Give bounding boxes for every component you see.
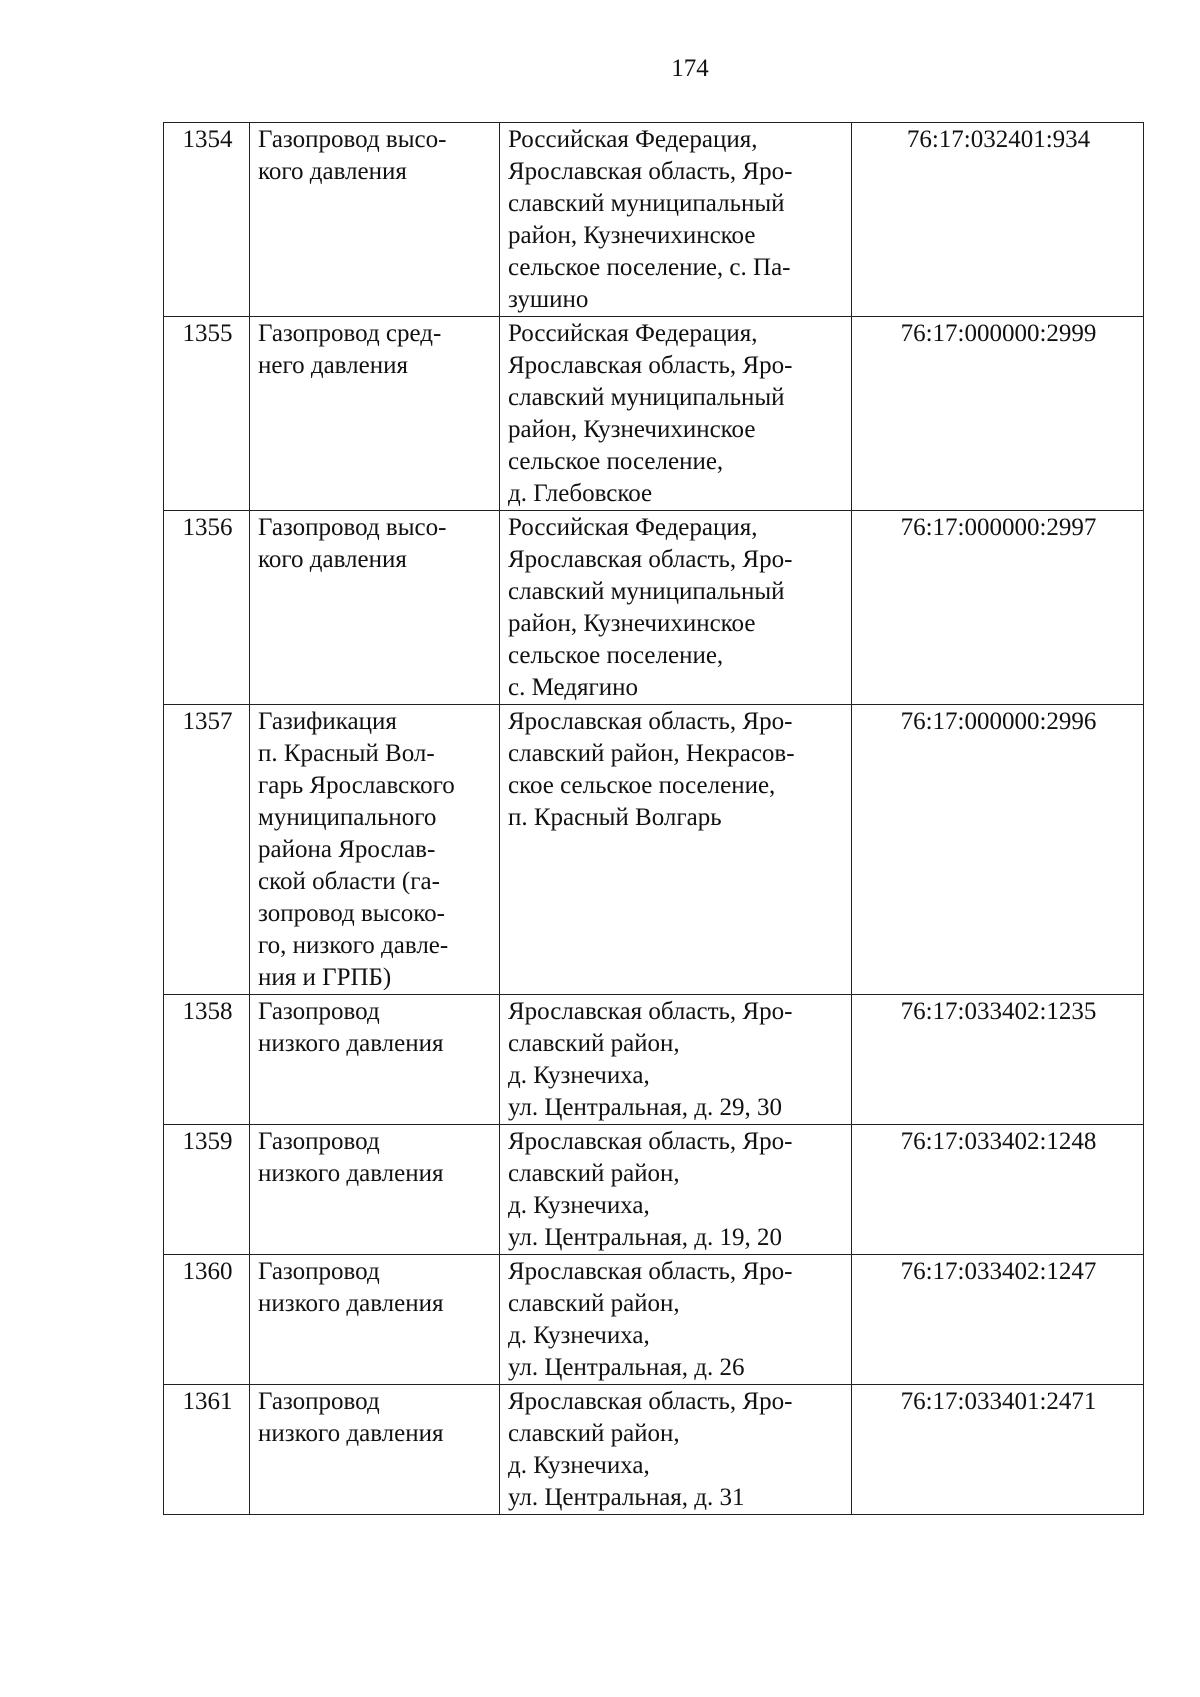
cadastral-number-cell: 76:17:000000:2999	[852, 317, 1144, 511]
address-cell	[500, 995, 852, 1125]
address-line: д. Глебовское	[508, 480, 653, 507]
address-line: Ярославская область, Яро-	[508, 1128, 793, 1155]
row-number-cell: 1358	[164, 995, 250, 1125]
object-name-line: зопровод высоко-	[258, 900, 445, 927]
cadastral-number-cell: 76:17:033402:1248	[852, 1125, 1144, 1255]
object-name-line: низкого давления	[258, 1160, 444, 1187]
row-number-cell: 1356	[164, 511, 250, 705]
address-line: район, Кузнечихинское	[508, 610, 756, 637]
object-name-cell	[250, 123, 500, 317]
address-cell	[500, 1125, 852, 1255]
address-cell	[500, 511, 852, 705]
object-name-line: Газопровод высо-	[258, 126, 447, 153]
registry-table-body	[164, 123, 1144, 1515]
object-name-line: него давления	[258, 352, 408, 379]
row-number-cell: 1360	[164, 1255, 250, 1385]
object-name-line: гарь Ярославского	[258, 772, 455, 799]
object-name-cell	[250, 705, 500, 995]
address-line: славский район,	[508, 1290, 680, 1317]
object-name-line: кого давления	[258, 158, 407, 185]
address-line: Ярославская область, Яро-	[508, 158, 793, 185]
address-line: Ярославская область, Яро-	[508, 708, 793, 735]
address-line: сельское поселение,	[508, 642, 724, 669]
address-line: д. Кузнечиха,	[508, 1322, 650, 1349]
address-line: д. Кузнечиха,	[508, 1452, 650, 1479]
address-line: славский район, Некрасов-	[508, 740, 795, 767]
address-line: с. Медягино	[508, 674, 638, 701]
row-number-cell: 1359	[164, 1125, 250, 1255]
address-line: ул. Центральная, д. 29, 30	[508, 1094, 783, 1121]
address-line: Ярославская область, Яро-	[508, 1258, 793, 1285]
address-line: Ярославская область, Яро-	[508, 1388, 793, 1415]
object-name-line: Газопровод	[258, 998, 380, 1025]
object-name-line: кого давления	[258, 546, 407, 573]
cadastral-number-cell: 76:17:033402:1247	[852, 1255, 1144, 1385]
address-line: славский район,	[508, 1160, 680, 1187]
address-line: п. Красный Волгарь	[508, 804, 722, 831]
address-line: славский район,	[508, 1030, 680, 1057]
table-row	[164, 511, 1144, 705]
address-line: сельское поселение,	[508, 448, 724, 475]
page-number: 174	[671, 55, 709, 82]
address-cell	[500, 1385, 852, 1515]
table-row	[164, 1125, 1144, 1255]
address-line: зушино	[508, 286, 589, 313]
object-name-cell	[250, 1125, 500, 1255]
address-cell	[500, 123, 852, 317]
address-line: район, Кузнечихинское	[508, 222, 756, 249]
address-line: Российская Федерация,	[508, 126, 758, 153]
object-name-cell	[250, 1255, 500, 1385]
row-number-cell: 1361	[164, 1385, 250, 1515]
object-name-cell	[250, 317, 500, 511]
object-name-line: ской области (га-	[258, 868, 440, 895]
object-name-line: Газопровод	[258, 1258, 380, 1285]
cadastral-number-cell: 76:17:033401:2471	[852, 1385, 1144, 1515]
object-name-line: ния и ГРПБ)	[258, 964, 392, 991]
table-row	[164, 123, 1144, 317]
table-row	[164, 1385, 1144, 1515]
table-row	[164, 995, 1144, 1125]
address-line: д. Кузнечиха,	[508, 1192, 650, 1219]
object-name-line: низкого давления	[258, 1290, 444, 1317]
object-name-line: Газопровод	[258, 1388, 380, 1415]
object-name-line: Газопровод	[258, 1128, 380, 1155]
object-name-line: низкого давления	[258, 1030, 444, 1057]
object-name-line: Газопровод высо-	[258, 514, 447, 541]
object-name-line: муниципального	[258, 804, 437, 831]
address-line: Ярославская область, Яро-	[508, 352, 793, 379]
object-name-line: го, низкого давле-	[258, 932, 449, 959]
address-line: сельское поселение, с. Па-	[508, 254, 791, 281]
object-name-cell	[250, 1385, 500, 1515]
object-name-cell	[250, 511, 500, 705]
address-line: славский муниципальный	[508, 384, 785, 411]
registry-table	[163, 122, 1144, 1515]
object-name-cell	[250, 995, 500, 1125]
object-name-line: Газификация	[258, 708, 397, 735]
row-number-cell: 1354	[164, 123, 250, 317]
address-line: район, Кузнечихинское	[508, 416, 756, 443]
address-line: ул. Центральная, д. 19, 20	[508, 1224, 783, 1251]
address-line: д. Кузнечиха,	[508, 1062, 650, 1089]
address-line: ское сельское поселение,	[508, 772, 776, 799]
address-line: ул. Центральная, д. 26	[508, 1354, 745, 1381]
cadastral-number-cell: 76:17:000000:2996	[852, 705, 1144, 995]
cadastral-number-cell: 76:17:032401:934	[852, 123, 1144, 317]
table-row	[164, 705, 1144, 995]
table-row	[164, 1255, 1144, 1385]
address-line: Российская Федерация,	[508, 514, 758, 541]
cadastral-number-cell: 76:17:000000:2997	[852, 511, 1144, 705]
address-line: Российская Федерация,	[508, 320, 758, 347]
object-name-line: низкого давления	[258, 1420, 444, 1447]
address-line: Ярославская область, Яро-	[508, 998, 793, 1025]
address-line: ул. Центральная, д. 31	[508, 1484, 745, 1511]
object-name-line: Газопровод сред-	[258, 320, 442, 347]
address-line: Ярославская область, Яро-	[508, 546, 793, 573]
object-name-line: п. Красный Вол-	[258, 740, 435, 767]
address-cell	[500, 317, 852, 511]
address-line: славский район,	[508, 1420, 680, 1447]
table-row	[164, 317, 1144, 511]
address-line: славский муниципальный	[508, 578, 785, 605]
address-line: славский муниципальный	[508, 190, 785, 217]
object-name-line: района Ярослав-	[258, 836, 436, 863]
row-number-cell: 1355	[164, 317, 250, 511]
address-cell	[500, 705, 852, 995]
cadastral-number-cell: 76:17:033402:1235	[852, 995, 1144, 1125]
row-number-cell: 1357	[164, 705, 250, 995]
address-cell	[500, 1255, 852, 1385]
